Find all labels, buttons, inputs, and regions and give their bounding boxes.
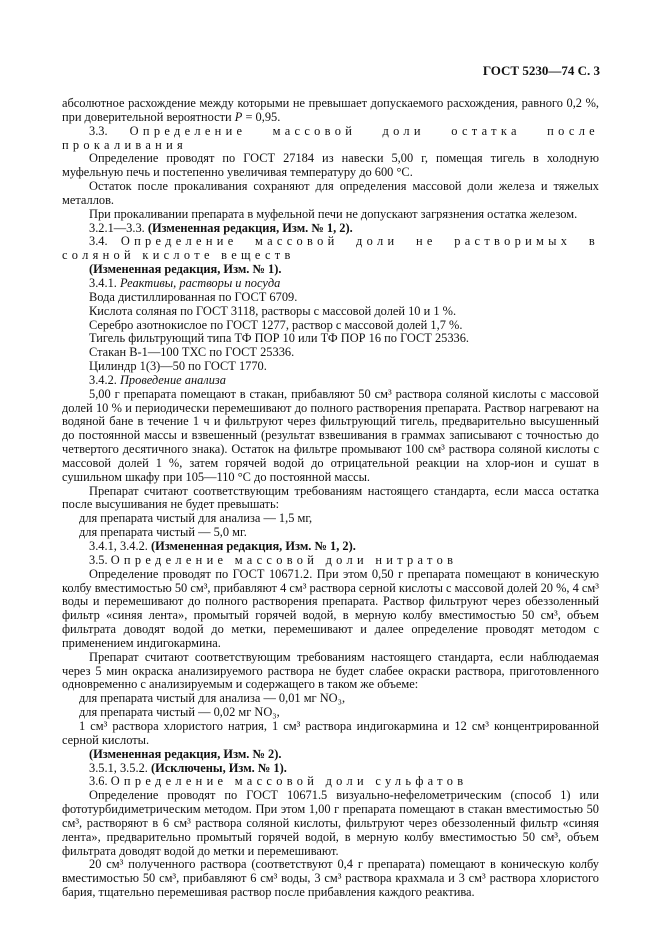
paragraph <box>62 651 599 693</box>
heading-text: Определение массовой доли сульфатов <box>110 774 468 789</box>
text: Серебро азотнокислое по ГОСТ 1277, раствор с массовой долей 1,7 %. <box>89 317 463 332</box>
text: для препарата чистый — 5,0 мг. <box>79 525 247 540</box>
paragraph <box>62 858 599 900</box>
text: для препарата чистый — 0,02 мг NO₃, <box>79 705 280 720</box>
text: 5,00 г препарата помещают в стакан, прибавляют 50 см³ раствора соляной кислоты с массовой долей 10 % и периодически перемешивают до полного растворения препарата. Раствор нагревают на водяной бане в течение 1 ч и фильтруют через фильтрующий тигель, предварительно высушенный до постоянной массы и взвешенный (результат взвешивания в граммах записывают с точностью до четвертого десятичного знака). Остаток на фильтре промывают 100 см³ раствора соляной кислоты с массовой долей 1 %, затем горячей водой до отрицательной реакции на хлор-ион и сушат в сушильном шкафу при 105—110 °С до постоянной массы. <box>62 386 599 484</box>
paragraph <box>62 540 599 554</box>
text: Тигель фильтрующий типа ТФ ПОР 10 или ТФ ПОР 16 по ГОСТ 25336. <box>89 331 470 346</box>
text: 3.4.1, 3.4.2. <box>89 539 151 553</box>
text: 1 см³ раствора хлористого натрия, 1 см³ раствора индигокармина и 12 см³ концентрированной серной кислоты. <box>62 718 599 747</box>
paragraph <box>62 512 599 526</box>
text: 3.2.1—3.3. <box>89 220 148 235</box>
amendment-note: (Измененная редакция, Изм. № 1). <box>89 262 282 277</box>
text: 3.5.1, 3.5.2. <box>89 760 151 775</box>
text: для препарата чистый для анализа — 1,5 мг, <box>79 511 313 526</box>
text: Кислота соляная по ГОСТ 3118, растворы с массовой долей 10 и 1 %. <box>89 303 457 318</box>
amendment-note: (Исключены, Изм. № 1). <box>150 760 287 775</box>
italic-text: Проведение анализа <box>119 372 226 387</box>
italic-text: Реактивы, растворы и посуда <box>119 275 281 290</box>
document-body <box>62 97 599 900</box>
paragraph <box>62 180 599 208</box>
text: 3.6. <box>89 774 111 789</box>
paragraph <box>62 485 599 513</box>
page-header: ГОСТ 5230—74 С. 3 <box>482 63 600 78</box>
paragraph <box>62 319 599 333</box>
text: для препарата чистый для анализа — 0,01 мг NO₃, <box>79 691 346 706</box>
section-heading <box>62 235 599 263</box>
text: Определение проводят по ГОСТ 27184 из навески 5,00 г, помещая тигель в холодную муфельную печь и постепенно увеличивая температуру до 600 °С. <box>62 151 599 180</box>
paragraph <box>62 305 599 319</box>
text: Стакан В-1—100 ТХС по ГОСТ 25336. <box>89 345 295 360</box>
section-heading <box>62 775 599 789</box>
paragraph <box>62 720 599 748</box>
paragraph <box>62 789 599 858</box>
text: Определение проводят по ГОСТ 10671.2. При этом 0,50 г препарата помещают в коническую колбу вместимостью 50 см³, прибавляют 4 см³ раствора серной кислоты с массовой долей 20 %, 4 см³ воды и перемешивают до полного растворения препарата. Раствор фильтруют через обеззоленный фильтр «синяя лента», промытый горячей водой, в мерную колбу вместимостью 50 см³, объем фильтрата доводят водой до метки, перемешивают и далее определение проводят методом с применением индигокармина. <box>62 566 599 650</box>
paragraph <box>62 277 599 291</box>
text: абсолютное расхождение между которыми не превышает допускаемого расхождения, равного 0,2 %, при доверительной вероятности <box>62 96 599 124</box>
paragraph <box>62 291 599 305</box>
paragraph <box>62 97 599 125</box>
text: Препарат считают соответствующим требованиям настоящего стандарта, если масса остатка после высушивания не будет превышать: <box>62 483 599 512</box>
paragraph <box>62 332 599 346</box>
heading-text: Определение массовой доли нитратов <box>110 552 458 567</box>
text: При прокаливании препарата в муфельной печи не допускают загрязнения остатка железом. <box>89 206 578 221</box>
text: 3.4.2. <box>89 372 120 387</box>
heading-text: Определение массовой доли не растворимых в соляной кислоте веществ <box>62 234 599 263</box>
paragraph <box>62 152 599 180</box>
paragraph <box>62 692 599 706</box>
section-heading <box>62 125 599 153</box>
paragraph <box>62 762 599 776</box>
text: 3.4.1. <box>89 275 120 290</box>
heading-text: Определение массовой доли остатка после прокаливания <box>62 123 599 152</box>
text: Определение проводят по ГОСТ 10671.5 визуально-нефелометрическим (способ 1) или фототурбидиметрическим методом. При этом 1,00 г препарата помещают в стакан вместимостью 50 см³, растворяют в 6 см³ раствора соляной кислоты, фильтруют через обеззоленный фильтр «синяя лента», предварительно промытый горячей водой, в мерную колбу вместимостью 50 см³, объем фильтрата доводят водой до метки и перемешивают. <box>62 788 599 858</box>
paragraph <box>62 706 599 720</box>
paragraph <box>62 360 599 374</box>
paragraph <box>62 263 599 277</box>
text: Вода дистиллированная по ГОСТ 6709. <box>89 289 298 304</box>
section-heading <box>62 554 599 568</box>
text: Препарат считают соответствующим требованиям настоящего стандарта, если наблюдаемая через 5 мин окраска анализируемого раствора не будет слабее окраски раствора, приготовленного одновременно с анализируемым и содержащего в таком же объеме: <box>62 649 599 692</box>
paragraph <box>62 208 599 222</box>
amendment-note: (Измененная редакция, Изм. № 2). <box>89 746 282 761</box>
italic-text: P <box>234 109 243 124</box>
text: 20 см³ полученного раствора (соответствуют 0,4 г препарата) помещают в коническую колбу вместимостью 50 см³, прибавляют 6 см³ воды, 3 см³ раствора крахмала и 3 см³ раствора хлористого бария, тщательно перемешивая раствор после прибавления каждого реактива. <box>62 857 599 900</box>
text: 3.5. <box>89 552 111 567</box>
paragraph <box>62 374 599 388</box>
paragraph <box>62 388 599 485</box>
text: Цилиндр 1(3)—50 по ГОСТ 1770. <box>89 359 267 374</box>
text: 3.4. <box>89 234 121 249</box>
text: Остаток после прокаливания сохраняют для определения массовой доли железа и тяжелых металлов. <box>62 179 599 207</box>
text: 3.3. <box>89 123 130 138</box>
amendment-note: (Измененная редакция, Изм. № 1, 2). <box>147 220 353 235</box>
text: = 0,95. <box>242 109 281 124</box>
amendment-note: (Измененная редакция, Изм. № 1, 2). <box>150 539 356 553</box>
paragraph <box>62 748 599 762</box>
paragraph <box>62 568 599 651</box>
paragraph <box>62 526 599 540</box>
paragraph <box>62 222 599 236</box>
paragraph <box>62 346 599 360</box>
